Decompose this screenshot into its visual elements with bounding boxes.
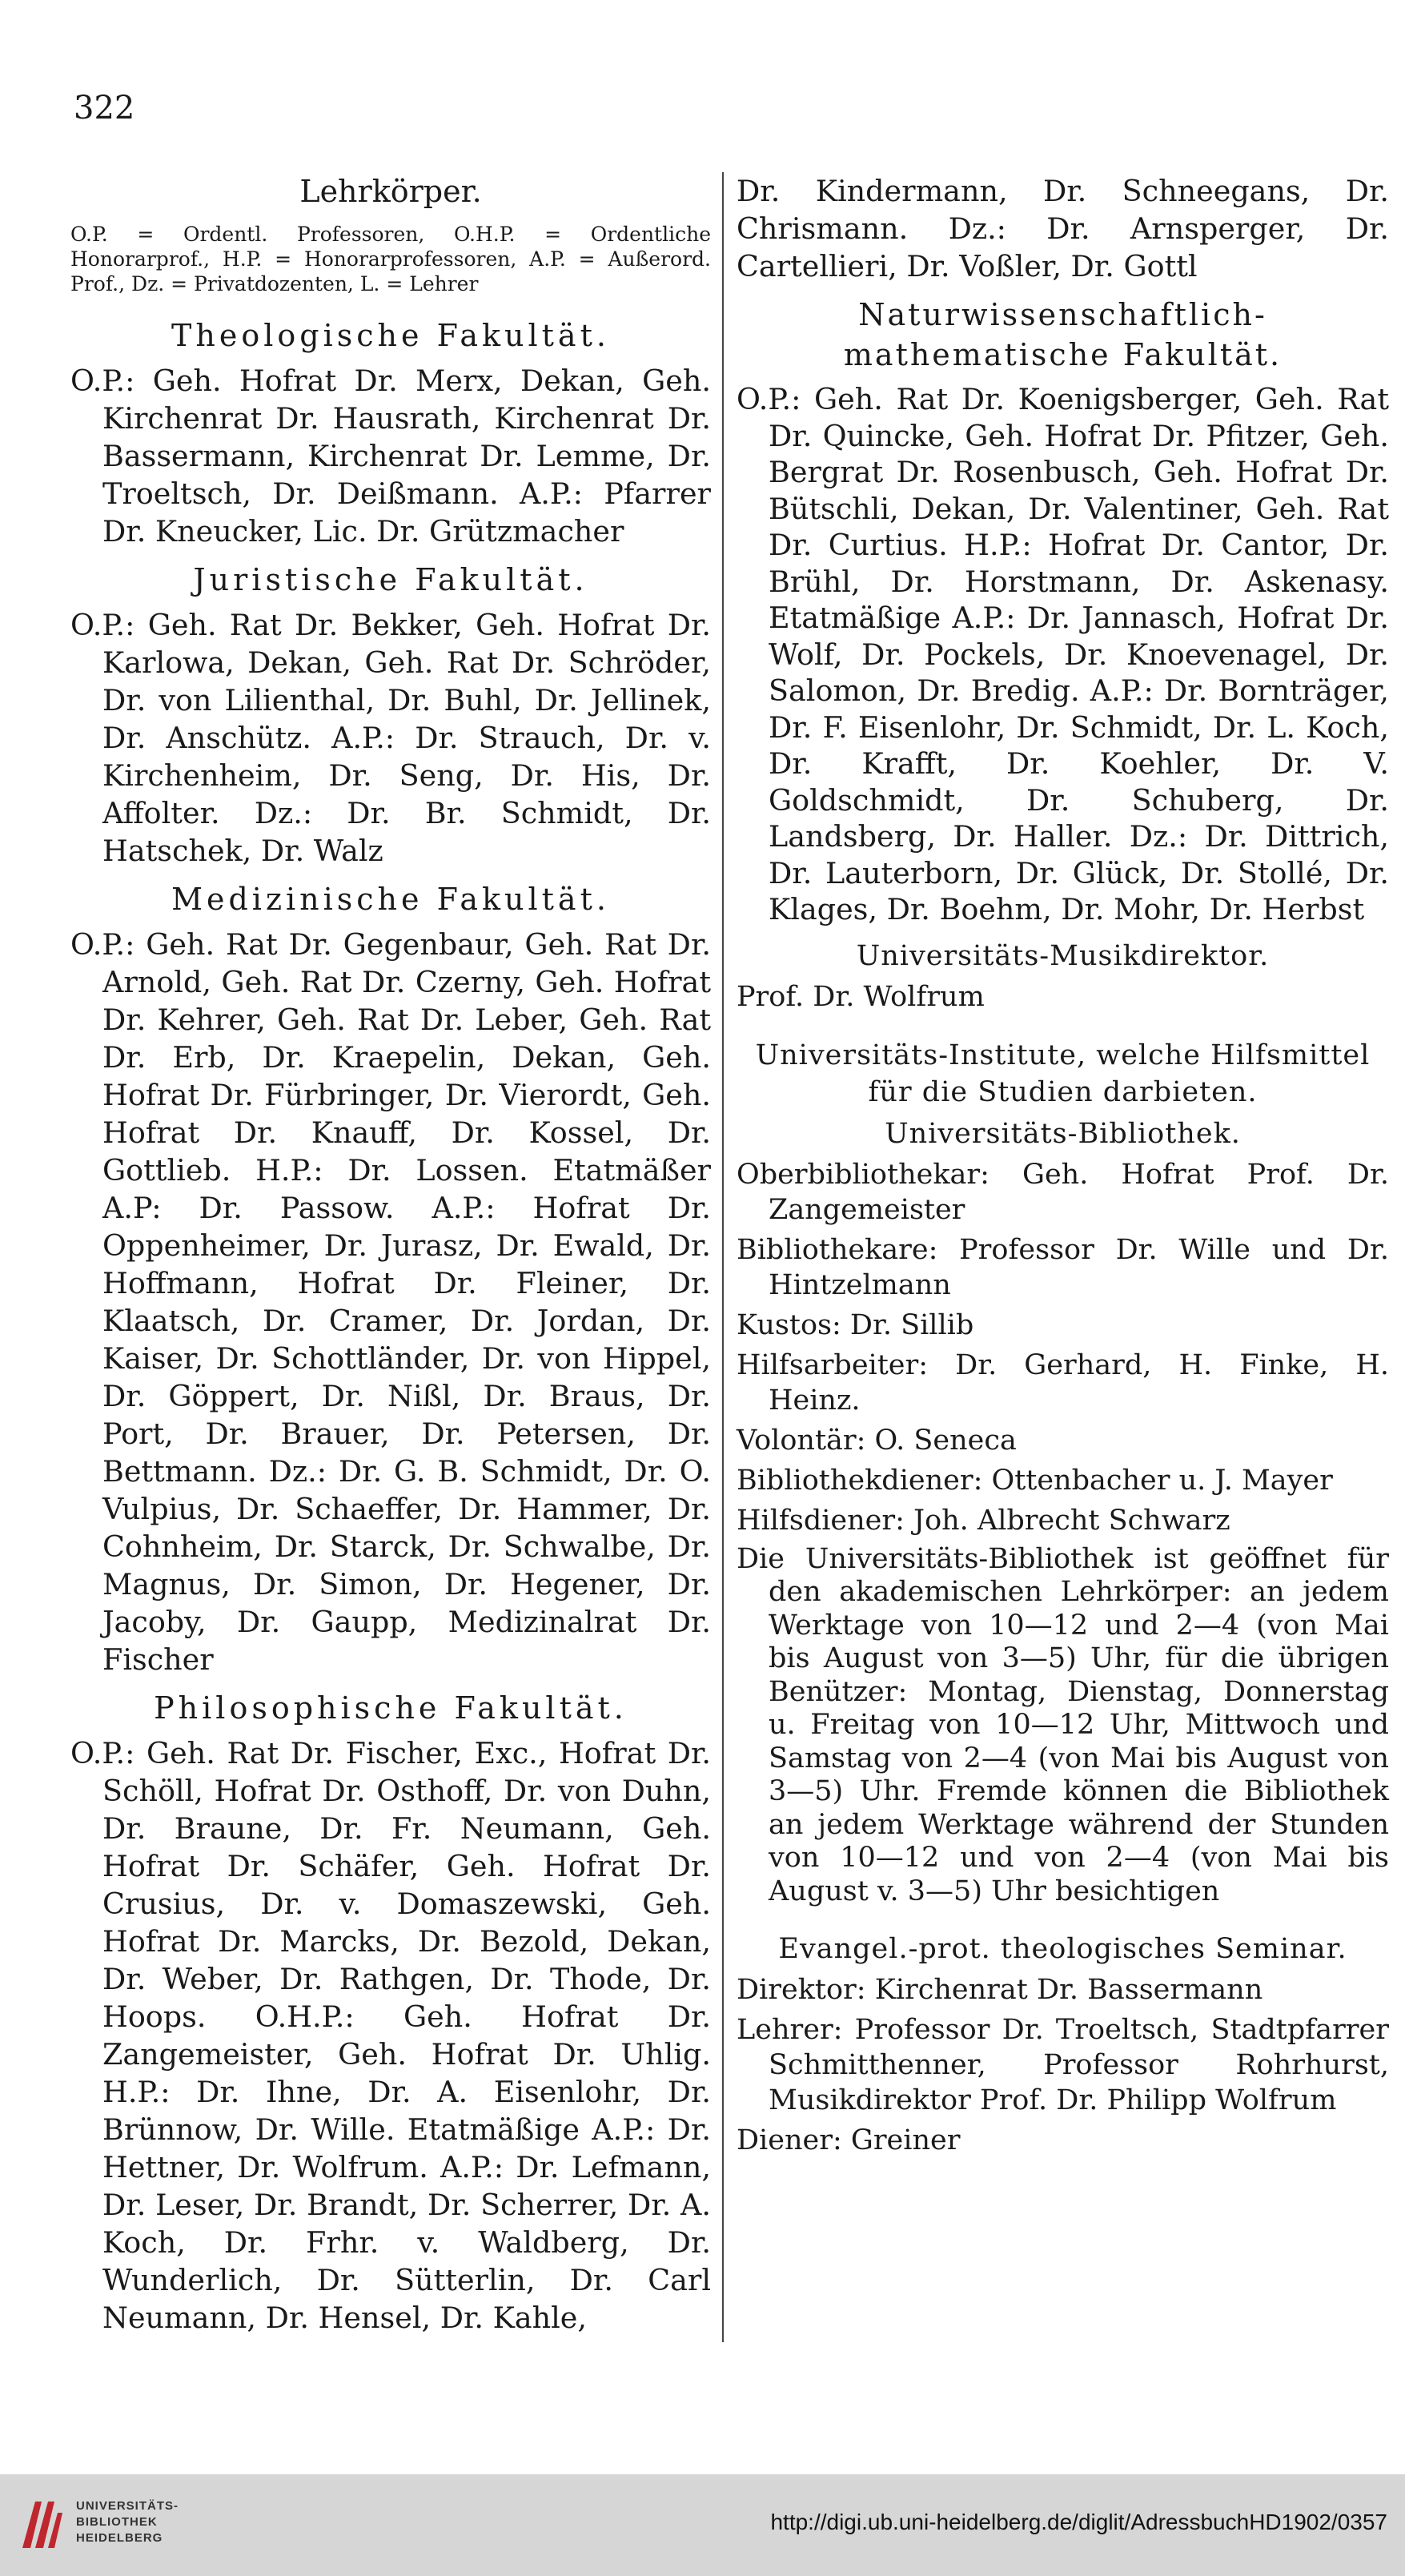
library-staff-item: Hilfsarbeiter: Dr. Gerhard, H. Finke, H. Heinz. xyxy=(737,1348,1389,1417)
source-url-link[interactable]: http://digi.ub.uni-heidelberg.de/diglit/AdressbuchHD1902/0357 xyxy=(770,2510,1387,2534)
library-staff-item: Oberbibliothekar: Geh. Hofrat Prof. Dr. Zangemeister xyxy=(737,1158,1389,1226)
library-opening-hours: Die Universitäts-Bibliothek ist geöffnet für den akademischen Lehrkörper: an jedem Werktage von 10—12 und 2—4 (von Mai bis August von 3—5) Uhr, für die übrigen Benützer: Montag, Dienstag, Donnerstag u. Freitag von 10—12 Uhr, Mittwoch und Samstag von 2—4 (von Mai bis August von 3—5) Uhr. Fremde können die Bibliothek an jedem Werktage während der Stunden von 10—12 und von 2—4 (von Mai bis August v. 3—5) Uhr besichtigen xyxy=(737,1542,1389,1907)
library-logo-text: UNIVERSITÄTS- BIBLIOTHEK HEIDELBERG xyxy=(76,2499,179,2545)
philosophy-heading: Philosophische Fakultät. xyxy=(154,1690,628,1726)
seminar-staff-item: Direktor: Kirchenrat Dr. Bassermann xyxy=(737,1974,1263,2006)
institutes-heading: Universitäts-Institute, welche Hilfsmittel für die Studien darbieten. xyxy=(755,1039,1371,1108)
library-staff-item: Volontär: O. Seneca xyxy=(737,1424,1017,1457)
library-staff-item: Bibliothekare: Professor Dr. Wille und Dr. Hintzelmann xyxy=(737,1233,1389,1301)
footer-bar xyxy=(0,2474,1405,2576)
philosophy-continuation: Dr. Kindermann, Dr. Schneegans, Dr. Chrismann. Dz.: Dr. Arnsperger, Dr. Cartellieri, Dr. Voßler, Dr. Gottl xyxy=(737,174,1389,283)
theology-heading: Theologische Fakultät. xyxy=(171,318,610,353)
page-number: 322 xyxy=(74,90,135,127)
music-director-heading: Universitäts-Musikdirektor. xyxy=(856,939,1270,972)
column-divider xyxy=(722,172,724,2342)
law-faculty-list: O.P.: Geh. Rat Dr. Bekker, Geh. Hofrat Dr. Karlowa, Dekan, Geh. Rat Dr. Schröder, Dr. von Lilienthal, Dr. Buhl, Dr. Jellinek, Dr. Anschütz. A.P.: Dr. Strauch, Dr. v. Kirchenheim, Dr. Seng, Dr. His, Dr. Affolter. Dz.: Dr. Br. Schmidt, Dr. Hatschek, Dr. Walz xyxy=(70,608,711,868)
seminar-staff-item: Diener: Greiner xyxy=(737,2124,961,2156)
science-heading: Naturwissenschaftlich-mathematische Fakultät. xyxy=(843,297,1283,372)
abbreviation-legend: O.P. = Ordentl. Professoren, O.H.P. = Ordentliche Honorarprof., H.P. = Honorarprofessoren, A.P. = Außerord. Prof., Dz. = Privatdozenten, L. = Lehrer xyxy=(70,223,711,295)
library-staff-item: Hilfsdiener: Joh. Albrecht Schwarz xyxy=(737,1504,1230,1537)
page-title: Lehrkörper. xyxy=(299,174,482,209)
library-staff-list xyxy=(737,1157,1389,1538)
music-director-name: Prof. Dr. Wolfrum xyxy=(737,980,985,1013)
library-heading: Universitäts-Bibliothek. xyxy=(885,1117,1241,1150)
left-column xyxy=(70,172,711,2346)
seminar-heading: Evangel.-prot. theologisches Seminar. xyxy=(778,1933,1347,1965)
right-column xyxy=(737,172,1389,2163)
library-staff-item: Bibliothekdiener: Ottenbacher u. J. Mayer xyxy=(737,1464,1333,1497)
medicine-heading: Medizinische Fakultät. xyxy=(171,882,610,917)
science-faculty-list: O.P.: Geh. Rat Dr. Koenigsberger, Geh. Rat Dr. Quincke, Geh. Hofrat Dr. Pfitzer, Geh. Bergrat Dr. Rosenbusch, Geh. Hofrat Dr. Bütschli, Dekan, Dr. Valentiner, Geh. Rat Dr. Curtius. H.P.: Hofrat Dr. Cantor, Dr. Brühl, Dr. Horstmann, Dr. Askenasy. Etatmäßige A.P.: Dr. Jannasch, Hofrat Dr. Wolf, Dr. Pockels, Dr. Knoevenagel, Dr. Salomon, Dr. Bredig. A.P.: Dr. Bornträger, Dr. F. Eisenlohr, Dr. Schmidt, Dr. L. Koch, Dr. Krafft, Dr. Koehler, Dr. V. Goldschmidt, Dr. Schuberg, Dr. Landsberg, Dr. Haller. Dz.: Dr. Dittrich, Dr. Lauterborn, Dr. Glück, Dr. Stollé, Dr. Klages, Dr. Boehm, Dr. Mohr, Dr. Herbst xyxy=(737,382,1389,926)
library-staff-item: Kustos: Dr. Sillib xyxy=(737,1308,974,1341)
library-logo-icon xyxy=(18,2492,64,2556)
medicine-faculty-list: O.P.: Geh. Rat Dr. Gegenbaur, Geh. Rat Dr. Arnold, Geh. Rat Dr. Czerny, Geh. Hofrat Dr. Kehrer, Geh. Rat Dr. Leber, Geh. Rat Dr. Erb, Dr. Kraepelin, Dekan, Geh. Hofrat Dr. Fürbringer, Dr. Vierordt, Geh. Hofrat Dr. Knauff, Dr. Kossel, Dr. Gottlieb. H.P.: Dr. Lossen. Etatmäßer A.P: Dr. Passow. A.P.: Hofrat Dr. Oppenheimer, Dr. Jurasz, Dr. Ewald, Dr. Hoffmann, Hofrat Dr. Fleiner, Dr. Klaatsch, Dr. Cramer, Dr. Jordan, Dr. Kaiser, Dr. Schottländer, Dr. von Hippel, Dr. Göppert, Dr. Nißl, Dr. Braus, Dr. Port, Dr. Brauer, Dr. Petersen, Dr. Bettmann. Dz.: Dr. G. B. Schmidt, Dr. O. Vulpius, Dr. Schaeffer, Dr. Hammer, Dr. Cohnheim, Dr. Starck, Dr. Schwalbe, Dr. Magnus, Dr. Simon, Dr. Hegener, Dr. Jacoby, Dr. Gaupp, Medizinalrat Dr. Fischer xyxy=(70,927,711,1677)
philosophy-faculty-list: O.P.: Geh. Rat Dr. Fischer, Exc., Hofrat Dr. Schöll, Hofrat Dr. Osthoff, Dr. von Duhn, Dr. Braune, Dr. Fr. Neumann, Geh. Hofrat Dr. Schäfer, Geh. Hofrat Dr. Crusius, Dr. v. Domaszewski, Geh. Hofrat Dr. Marcks, Dr. Bezold, Dekan, Dr. Weber, Dr. Rathgen, Dr. Thode, Dr. Hoops. O.H.P.: Geh. Hofrat Dr. Zangemeister, Geh. Hofrat Dr. Uhlig. H.P.: Dr. Ihne, Dr. A. Eisenlohr, Dr. Brünnow, Dr. Wille. Etatmäßige A.P.: Dr. Hettner, Dr. Wolfrum. A.P.: Dr. Lefmann, Dr. Leser, Dr. Brandt, Dr. Scherrer, Dr. A. Koch, Dr. Frhr. v. Waldberg, Dr. Wunderlich, Dr. Sütterlin, Dr. Carl Neumann, Dr. Hensel, Dr. Kahle, xyxy=(70,1736,711,2335)
theology-faculty-list: O.P.: Geh. Hofrat Dr. Merx, Dekan, Geh. Kirchenrat Dr. Hausrath, Kirchenrat Dr. Bassermann, Kirchenrat Dr. Lemme, Dr. Troeltsch, Dr. Deißmann. A.P.: Pfarrer Dr. Kneucker, Lic. Dr. Grützmacher xyxy=(70,364,711,549)
seminar-staff-item: Lehrer: Professor Dr. Troeltsch, Stadtpfarrer Schmitthenner, Professor Rohrhurst, Musikdirektor Prof. Dr. Philipp Wolfrum xyxy=(737,2014,1389,2116)
law-heading: Juristische Fakultät. xyxy=(193,562,588,597)
